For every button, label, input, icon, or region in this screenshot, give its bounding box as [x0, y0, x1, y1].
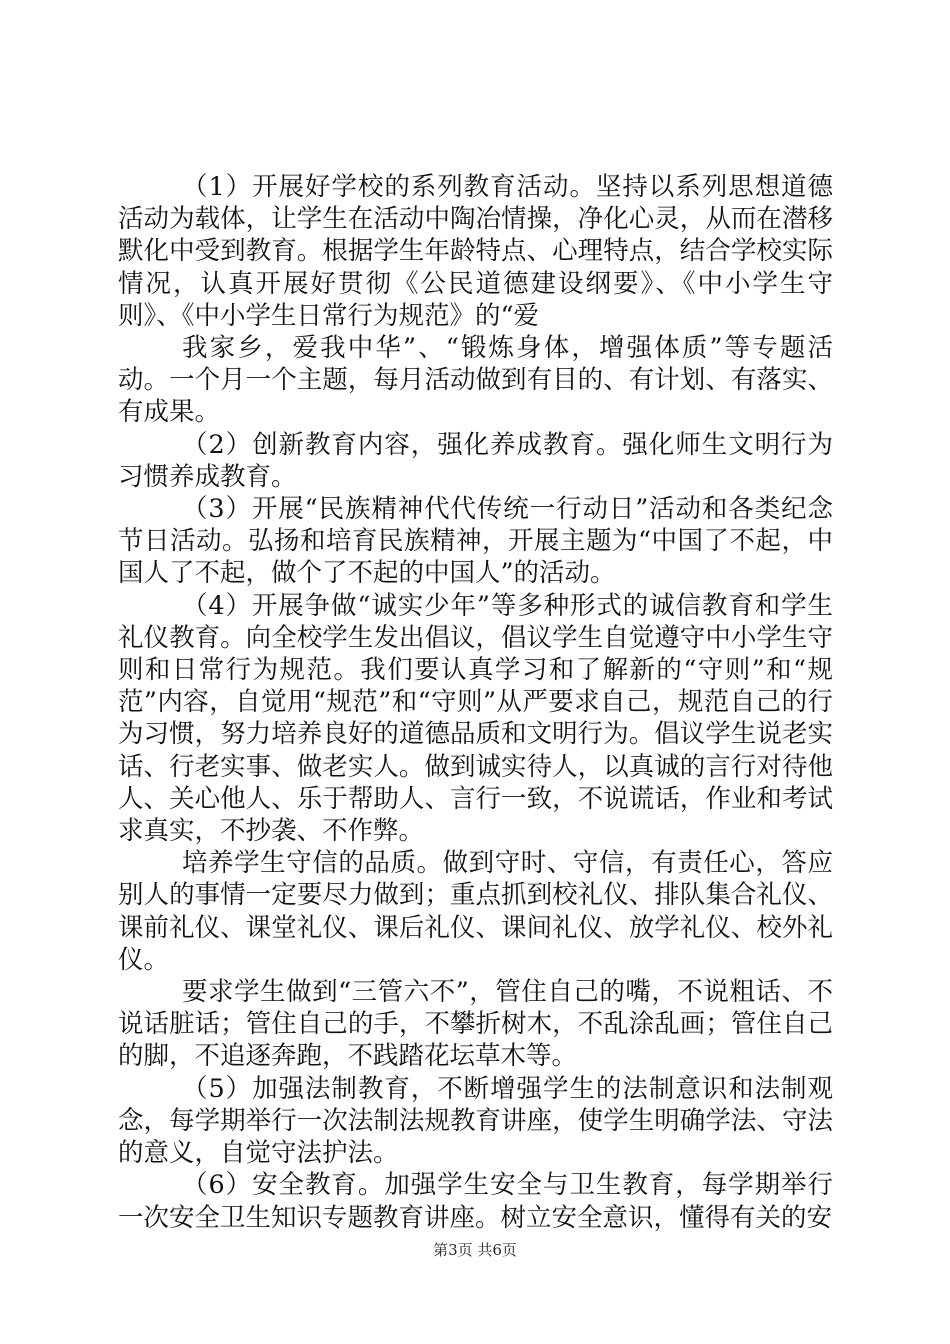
paragraph-6: 培养学生守信的品质。做到守时、守信，有责任心，答应别人的事情一定要尽力做到；重点抓到校礼仪、排队集合礼仪、课前礼仪、课堂礼仪、课后礼仪、课间礼仪、放学礼仪、校外礼仪。: [118, 848, 833, 975]
paragraph-7: 要求学生做到“三管六不”，管住自己的嘴，不说粗话、不说话脏话；管住自己的手，不攀折树木，不乱涂乱画；管住自己的脚，不追逐奔跑，不践踏花坛草木等。: [118, 977, 833, 1072]
page-number-footer: 第3页 共6页: [433, 1241, 517, 1259]
paragraph-5: （4）开展争做“诚实少年”等多种形式的诚信教育和学生礼仪教育。向全校学生发出倡议，倡议学生自觉遵守中小学生守则和日常行为规范。我们要认真学习和了解新的“守则”和“规范”内容，自觉用“规范”和“守则”从严要求自己，规范自己的行为习惯，努力培养良好的道德品质和文明行为。倡议学生说老实话、行老实事、做老实人。做到诚实待人，以真诚的言行对待他人、关心他人、乐于帮助人、言行一致，不说谎话，作业和考试求真实，不抄袭、不作弊。: [118, 590, 833, 847]
paragraph-9: （6）安全教育。加强学生安全与卫生教育，每学期举行一次安全卫生知识专题教育讲座。树立安全意识，懂得有关的安: [118, 1170, 833, 1233]
paragraph-4: （3）开展“民族精神代代传统一行动日”活动和各类纪念节日活动。弘扬和培育民族精神，开展主题为“中国了不起，中国人了不起，做个了不起的中国人”的活动。: [118, 494, 833, 589]
paragraph-3: （2）创新教育内容，强化养成教育。强化师生文明行为习惯养成教育。: [118, 429, 833, 492]
paragraph-8: （5）加强法制教育，不断增强学生的法制意识和法制观念，每学期举行一次法制法规教育讲座，使学生明确学法、守法的意义，自觉守法护法。: [118, 1073, 833, 1169]
paragraph-1: （1）开展好学校的系列教育活动。坚持以系列思想道德活动为载体，让学生在活动中陶冶情操，净化心灵，从而在潜移默化中受到教育。根据学生年龄特点、心理特点，结合学校实际情况，认真开展好贯彻《公民道德建设纲要》、《中小学生守则》、《中小学生日常行为规范》的“爱: [118, 172, 833, 331]
document-body: [118, 171, 833, 1234]
paragraph-2: 我家乡，爱我中华”、“锻炼身体，增强体质”等专题活动。一个月一个主题，每月活动做到有目的、有计划、有落实、有成果。: [118, 333, 833, 428]
